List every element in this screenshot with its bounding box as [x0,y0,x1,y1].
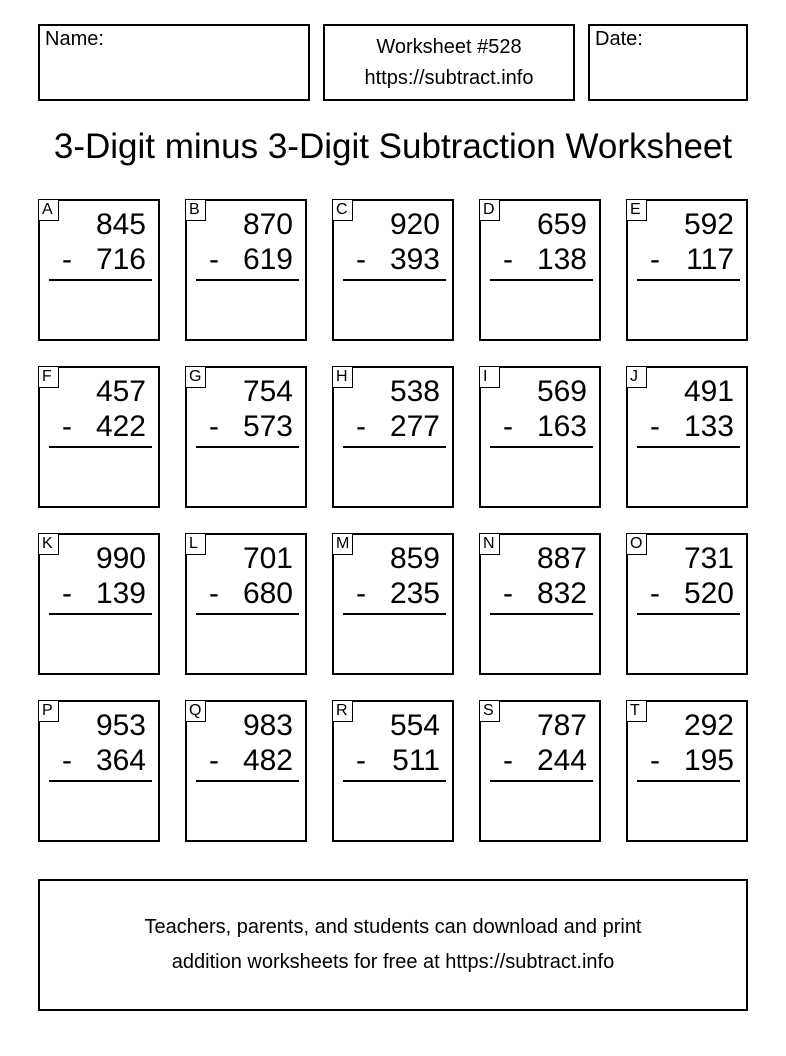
answer-line [343,446,446,448]
problem-cell-d[interactable] [479,199,601,341]
problem-letter: N [479,533,500,555]
problem-letter: M [332,533,353,555]
subtrahend: 235 [389,577,440,610]
problem-letter: D [479,199,500,221]
minuend: 554 [389,709,440,742]
subtrahend: 511 [392,744,440,777]
minuend: 457 [95,375,146,408]
problem-cell-g[interactable] [185,366,307,508]
name-field-box[interactable] [38,24,310,101]
problem-letter: S [479,700,500,722]
subtrahend: 619 [242,243,293,276]
subtrahend: 573 [242,410,293,443]
answer-line [637,780,740,782]
name-label: Name: [45,28,104,50]
minus-sign: - [356,243,366,276]
problem-cell-r[interactable] [332,700,454,842]
minus-sign: - [209,410,219,443]
problem-cell-k[interactable] [38,533,160,675]
subtrahend: 364 [95,744,146,777]
minus-sign: - [503,744,513,777]
problem-cell-l[interactable] [185,533,307,675]
problem-cell-s[interactable] [479,700,601,842]
minus-sign: - [62,243,72,276]
date-field-box[interactable] [588,24,748,101]
date-label: Date: [595,28,643,50]
footer-line-2: addition worksheets for free at https://subtract.info [171,951,615,973]
subtrahend: 244 [536,744,587,777]
minuend: 845 [95,208,146,241]
answer-line [196,613,299,615]
minus-sign: - [650,744,660,777]
worksheet-url: https://subtract.info [364,66,534,89]
minus-sign: - [503,577,513,610]
subtrahend: 138 [536,243,587,276]
problem-letter: O [626,533,647,555]
problem-letter: E [626,199,647,221]
page-title: 3-Digit minus 3-Digit Subtraction Worksheet [53,127,733,166]
minus-sign: - [503,410,513,443]
answer-line [49,446,152,448]
minuend: 731 [683,542,734,575]
worksheet-info-box [323,24,575,101]
minus-sign: - [650,410,660,443]
answer-line [196,279,299,281]
minus-sign: - [209,243,219,276]
problem-letter: I [479,366,500,388]
problem-cell-o[interactable] [626,533,748,675]
answer-line [343,780,446,782]
problem-letter: K [38,533,59,555]
subtrahend: 832 [536,577,587,610]
problem-cell-t[interactable] [626,700,748,842]
minus-sign: - [650,577,660,610]
answer-line [490,613,593,615]
problem-letter: J [626,366,647,388]
subtrahend: 117 [686,243,734,276]
minuend: 569 [536,375,587,408]
minuend: 491 [683,375,734,408]
minuend: 920 [389,208,440,241]
subtrahend: 520 [683,577,734,610]
minuend: 859 [389,542,440,575]
answer-line [637,613,740,615]
problem-letter: L [185,533,206,555]
subtrahend: 422 [95,410,146,443]
problem-letter: T [626,700,647,722]
minuend: 887 [536,542,587,575]
minus-sign: - [356,744,366,777]
subtrahend: 716 [95,243,146,276]
problem-cell-p[interactable] [38,700,160,842]
minus-sign: - [209,744,219,777]
subtrahend: 133 [683,410,734,443]
minuend: 292 [683,709,734,742]
subtrahend: 163 [536,410,587,443]
footer-box [38,879,748,1011]
minus-sign: - [62,744,72,777]
problem-cell-q[interactable] [185,700,307,842]
minuend: 659 [536,208,587,241]
problem-letter: P [38,700,59,722]
minuend: 870 [242,208,293,241]
answer-line [490,780,593,782]
problem-letter: R [332,700,353,722]
minus-sign: - [209,577,219,610]
minuend: 701 [242,542,293,575]
minuend: 983 [242,709,293,742]
problem-letter: Q [185,700,206,722]
answer-line [49,279,152,281]
subtrahend: 195 [683,744,734,777]
problem-cell-f[interactable] [38,366,160,508]
answer-line [196,780,299,782]
problem-cell-b[interactable] [185,199,307,341]
minuend: 538 [389,375,440,408]
minus-sign: - [62,410,72,443]
minus-sign: - [503,243,513,276]
answer-line [343,279,446,281]
minus-sign: - [62,577,72,610]
problem-letter: G [185,366,206,388]
subtrahend: 277 [389,410,440,443]
minuend: 953 [95,709,146,742]
problem-cell-j[interactable] [626,366,748,508]
problem-cell-a[interactable] [38,199,160,341]
problem-cell-c[interactable] [332,199,454,341]
minuend: 592 [683,208,734,241]
problem-cell-h[interactable] [332,366,454,508]
subtrahend: 139 [95,577,146,610]
problem-grid [38,199,748,842]
problem-letter: C [332,199,353,221]
minuend: 754 [242,375,293,408]
problem-letter: A [38,199,59,221]
answer-line [637,446,740,448]
problem-cell-n[interactable] [479,533,601,675]
answer-line [49,613,152,615]
subtrahend: 482 [242,744,293,777]
answer-line [49,780,152,782]
problem-letter: F [38,366,59,388]
answer-line [490,279,593,281]
answer-line [196,446,299,448]
worksheet-number: Worksheet #528 [376,35,522,58]
footer-line-1: Teachers, parents, and students can download and print [144,916,642,938]
minuend: 990 [95,542,146,575]
minus-sign: - [356,410,366,443]
problem-letter: H [332,366,353,388]
answer-line [343,613,446,615]
subtrahend: 680 [242,577,293,610]
answer-line [490,446,593,448]
answer-line [637,279,740,281]
subtrahend: 393 [389,243,440,276]
problem-cell-i[interactable] [479,366,601,508]
minuend: 787 [536,709,587,742]
minus-sign: - [356,577,366,610]
problem-letter: B [185,199,206,221]
minus-sign: - [650,243,660,276]
problem-cell-e[interactable] [626,199,748,341]
problem-cell-m[interactable] [332,533,454,675]
